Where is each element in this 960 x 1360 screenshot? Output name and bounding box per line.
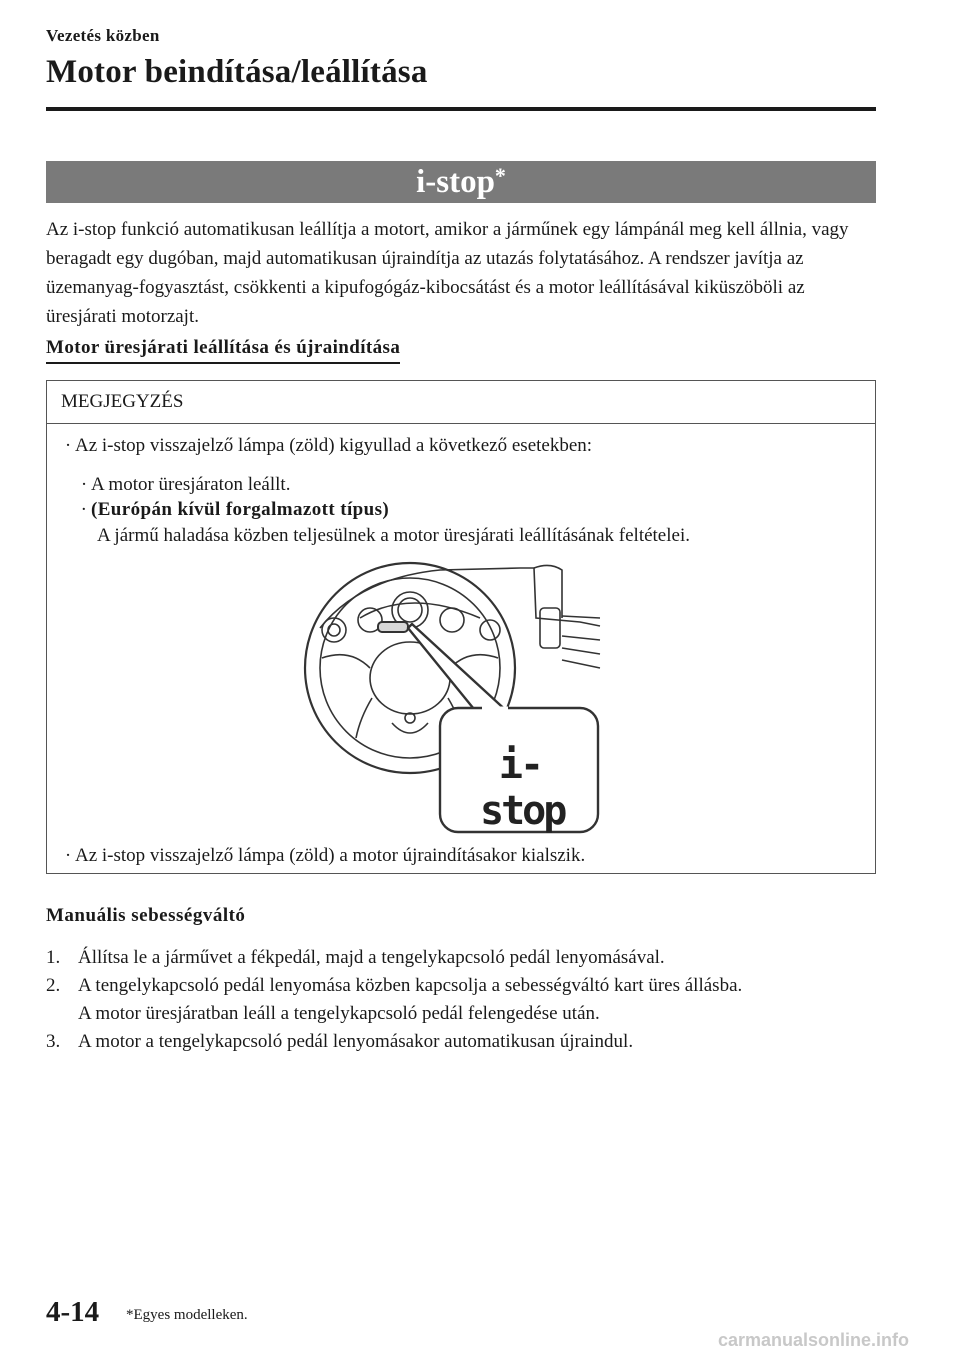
steps-list [46, 944, 876, 1056]
sub-heading: Motor üresjárati leállítása és újraindítása [46, 337, 400, 364]
note-bullet-1 [61, 431, 592, 460]
note-sub-bullet-2-title: (Európán kívül forgalmazott típus) [91, 499, 390, 520]
section-label: Vezetés közben [46, 26, 160, 45]
note-bullet-1-text: Az i-stop visszajelző lámpa (zöld) kigyullad a következő esetekben: [75, 435, 593, 456]
i-stop-lamp-label: i-stop [480, 742, 565, 834]
bullet-dot: · [64, 845, 72, 866]
banner-title: i-stop [416, 164, 495, 200]
bullet-dot: · [80, 474, 88, 495]
footnote: *Egyes modelleken. [126, 1307, 248, 1323]
step-number: 1. [46, 947, 61, 968]
chapter-title: Motor beindítása/leállítása [46, 54, 428, 90]
intro-paragraph: Az i-stop funkció automatikusan leállítja a motort, amikor a járműnek egy lámpánál meg kell állnia, vagy beragadt egy dugóban, majd automatikusan újraindítja az utazás folytatásához. A rendszer javítja az üzemanyag-fogyasztást, csökkenti a kipufogógáz-kibocsátást és a motor leállításával kiküszöböli az üresjárati motorzajt. [46, 219, 849, 327]
watermark: carmanualsonline.info [718, 1330, 910, 1350]
step-text: A tengelykapcsoló pedál lenyomása közben kapcsolja a sebességváltó kart üres állásba. [78, 975, 743, 996]
note-bullet-2 [61, 841, 585, 870]
step-text: Állítsa le a járművet a fékpedál, majd a tengelykapcsoló pedál lenyomásával. [78, 947, 665, 968]
step-item [46, 972, 876, 1000]
note-sub-bullet-2 [77, 495, 389, 524]
step-text: A motor üresjáratban leáll a tengelykapcsoló pedál felengedése után. [78, 1003, 600, 1024]
bullet-dot: · [64, 435, 72, 456]
step-item [46, 1028, 876, 1056]
steering-wheel-illustration [300, 548, 630, 838]
step-item [46, 1000, 876, 1028]
title-divider [46, 107, 876, 111]
section-banner [46, 161, 876, 203]
step-number [46, 1000, 78, 1028]
step-item [46, 944, 876, 972]
note-bullet-2-text: Az i-stop visszajelző lámpa (zöld) a motor újraindításakor kialszik. [75, 845, 586, 866]
step-number: 2. [46, 975, 61, 996]
step-text: A motor a tengelykapcsoló pedál lenyomásakor automatikusan újraindul. [78, 1031, 634, 1052]
banner-marker: * [494, 163, 506, 188]
note-sub-bullet-1-text: A motor üresjáraton leállt. [91, 474, 291, 495]
note-heading: MEGJEGYZÉS [47, 381, 875, 424]
bullet-dot: · [80, 499, 88, 520]
page-number: 4-14 [46, 1296, 100, 1328]
step-number: 3. [46, 1031, 61, 1052]
note-sub-bullet-2-text: A jármű haladása közben teljesülnek a motor üresjárati leállításának feltételei. [97, 525, 690, 546]
manual-transmission-heading: Manuális sebességváltó [46, 905, 246, 926]
